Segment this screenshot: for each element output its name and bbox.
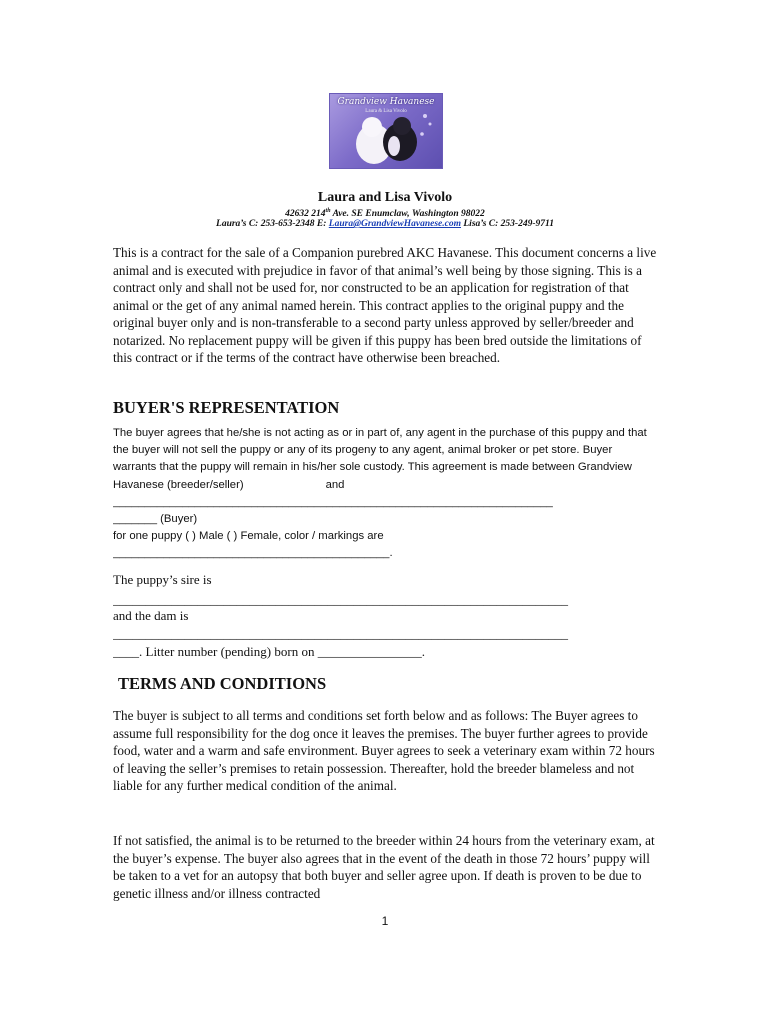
dog-photo-icon xyxy=(330,94,442,168)
sire-label: The puppy’s sire is xyxy=(113,572,212,587)
page-number: 1 xyxy=(381,914,389,928)
buyers-representation-heading: BUYER'S REPRESENTATION xyxy=(113,398,340,417)
dam-label: and the dam is xyxy=(113,608,189,623)
email-link[interactable]: Laura@GrandviewHavanese.com xyxy=(328,219,461,229)
breeder-names: Laura and Lisa Vivolo xyxy=(317,190,453,205)
terms-paragraph-1: The buyer is subject to all terms and conditions set forth below and as follows: The Buyer agrees to assume full responsibility for the dog once it leaves the premises. The buyer further agrees to provide food, water and a warm and safe environment. Buyer agrees to seek a veterinary exam within 72 hours of leaving the seller’s premises to retain possession. Thereafter, hold the breeder blameless and not liable for any further medical condition of the animal. xyxy=(113,708,655,793)
terms-paragraph-2: If not satisfied, the animal is to be returned to the breeder within 24 hours from the veterinary exam, at the buyer’s expense. The buyer also agrees that in the event of the death in those 72 hours’ puppy will be taken to a vet for an autopsy that both buyer and seller agree upon. If death is proven to be due to genetic illness and/or illness contracted xyxy=(113,833,655,901)
logo-subtitle: Laura & Lisa Vivolo xyxy=(365,109,407,114)
kennel-logo xyxy=(329,93,443,169)
terms-heading: TERMS AND CONDITIONS xyxy=(118,674,327,693)
sire-blank[interactable]: ______________________________________________________________________ xyxy=(113,592,568,607)
puppy-description: for one puppy ( ) Male ( ) Female, color / markings are xyxy=(113,530,384,542)
litter-line[interactable]: ____. Litter number (pending) born on ________________. xyxy=(113,644,425,659)
dam-blank[interactable]: ______________________________________________________________________ xyxy=(113,626,568,641)
breeder-address: 42632 214th Ave. SE Enumclaw, Washington 98022 xyxy=(285,208,485,220)
breeder-contact: Laura’s C: 253-653-2348 E: Laura@GrandviewHavanese.com Lisa’s C: 253-249-9711 xyxy=(216,219,554,229)
logo-title: Grandview Havanese xyxy=(337,97,435,107)
buyer-label: _______ (Buyer) xyxy=(113,513,198,525)
buyers-representation-body: The buyer agrees that he/she is not acting as or in part of, any agent in the purchase of this puppy and that the buyer will not sell the puppy or any of its progeny to any agent, animal broker or pet store. Buyer warrants that the puppy will remain in his/her sole custody. This agreement is made between Grandview Havanese (breeder/seller) and xyxy=(113,427,647,491)
markings-blank[interactable]: ____________________________________________. xyxy=(113,547,393,559)
buyer-name-blank[interactable]: ______________________________________________________________________ xyxy=(113,496,553,508)
intro-paragraph: This is a contract for the sale of a Companion purebred AKC Havanese. This document concerns a live animal and is executed with prejudice in favor of that animal’s well being by those signing. This is a contract only and shall not be used for, nor constructed to be an application for registration of that animal or the get of any animal named herein. This contract applies to the original puppy and the original buyer only and is non-transferable to a second party unless approved by seller/breeder and notarized. No replacement puppy will be given if this puppy has been bred outside the limitations of this contract or if the terms of the contract have otherwise been breached. xyxy=(113,245,657,365)
